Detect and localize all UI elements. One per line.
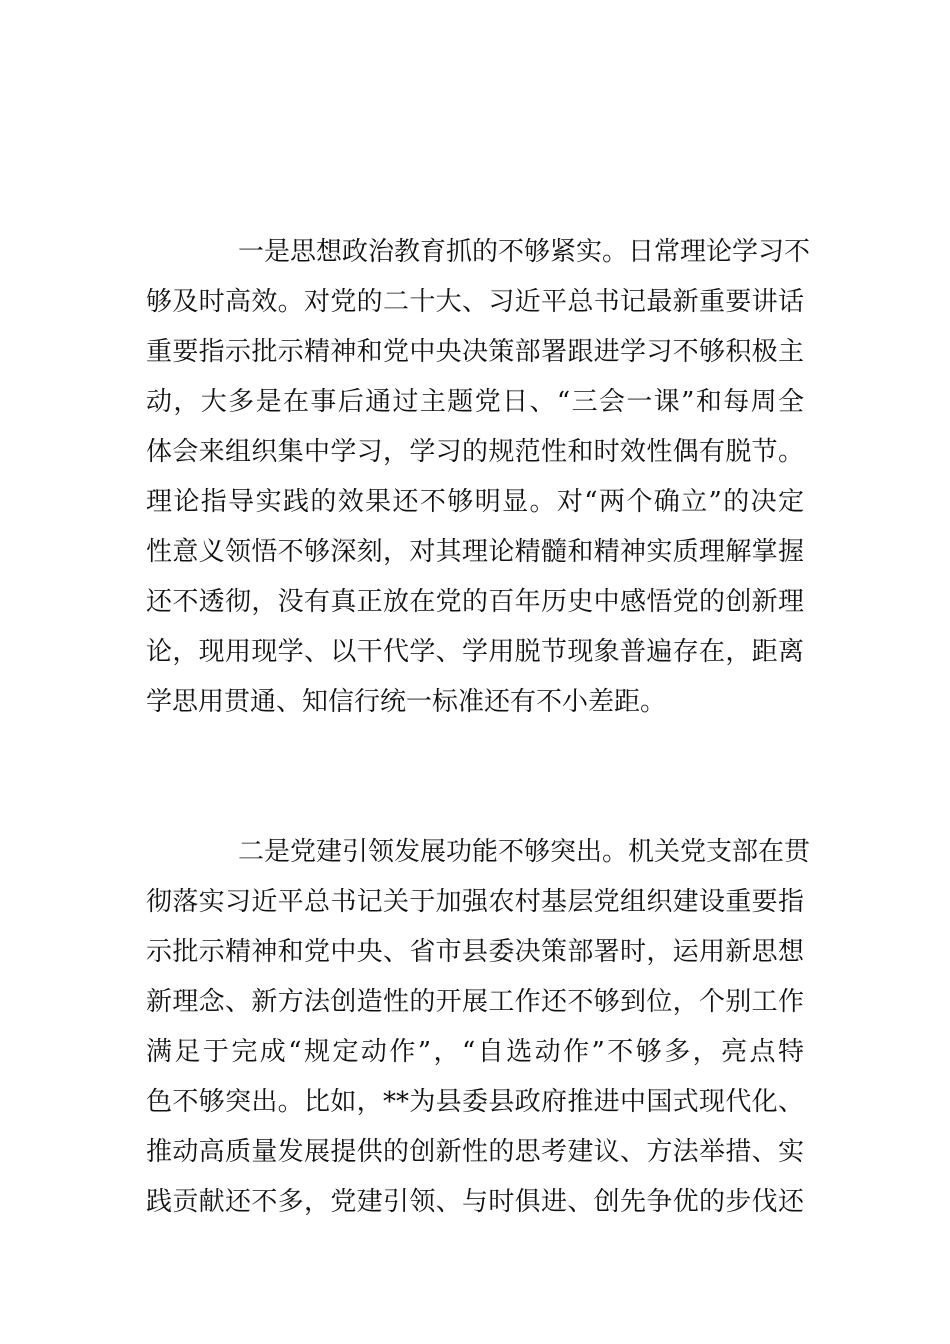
paragraph-line: 践贡献还不多，党建引领、与时俱进、创先争优的步伐还 [146, 1187, 804, 1217]
paragraph-line: 学思用贯通、知信行统一标准还有不小差距。 [146, 687, 667, 717]
paragraph-line: 新理念、新方法创造性的开展工作还不够到位，个别工作 [146, 987, 804, 1017]
paragraph-line: 二是党建引领发展功能不够突出。机关党支部在贯 [238, 837, 811, 867]
paragraph-line: 重要指示批示精神和党中央决策部署跟进学习不够积极主 [146, 337, 804, 367]
paragraph-line: 示批示精神和党中央、省市县委决策部署时，运用新思想 [146, 937, 804, 967]
paragraph-line: 性意义领悟不够深刻，对其理论精髓和精神实质理解掌握 [146, 537, 804, 567]
paragraph-line: 色不够突出。比如，**为县委县政府推进中国式现代化、 [146, 1087, 804, 1117]
paragraph-line: 动，大多是在事后通过主题党日、“三会一课”和每周全 [146, 387, 804, 417]
paragraph-line: 推动高质量发展提供的创新性的思考建议、方法举措、实 [146, 1137, 804, 1167]
paragraph-line: 体会来组织集中学习，学习的规范性和时效性偶有脱节。 [146, 437, 804, 467]
paragraph-line: 论，现用现学、以干代学、学用脱节现象普遍存在，距离 [146, 637, 804, 667]
paragraph-line: 满足于完成“规定动作”，“自选动作”不够多，亮点特 [146, 1037, 804, 1067]
paragraph-line: 还不透彻，没有真正放在党的百年历史中感悟党的创新理 [146, 587, 804, 617]
paragraph-line: 够及时高效。对党的二十大、习近平总书记最新重要讲话 [146, 287, 804, 317]
paragraph-line: 彻落实习近平总书记关于加强农村基层党组织建设重要指 [146, 887, 804, 917]
paragraph-line: 理论指导实践的效果还不够明显。对“两个确立”的决定 [146, 487, 804, 517]
paragraph-line: 一是思想政治教育抓的不够紧实。日常理论学习不 [238, 237, 811, 267]
